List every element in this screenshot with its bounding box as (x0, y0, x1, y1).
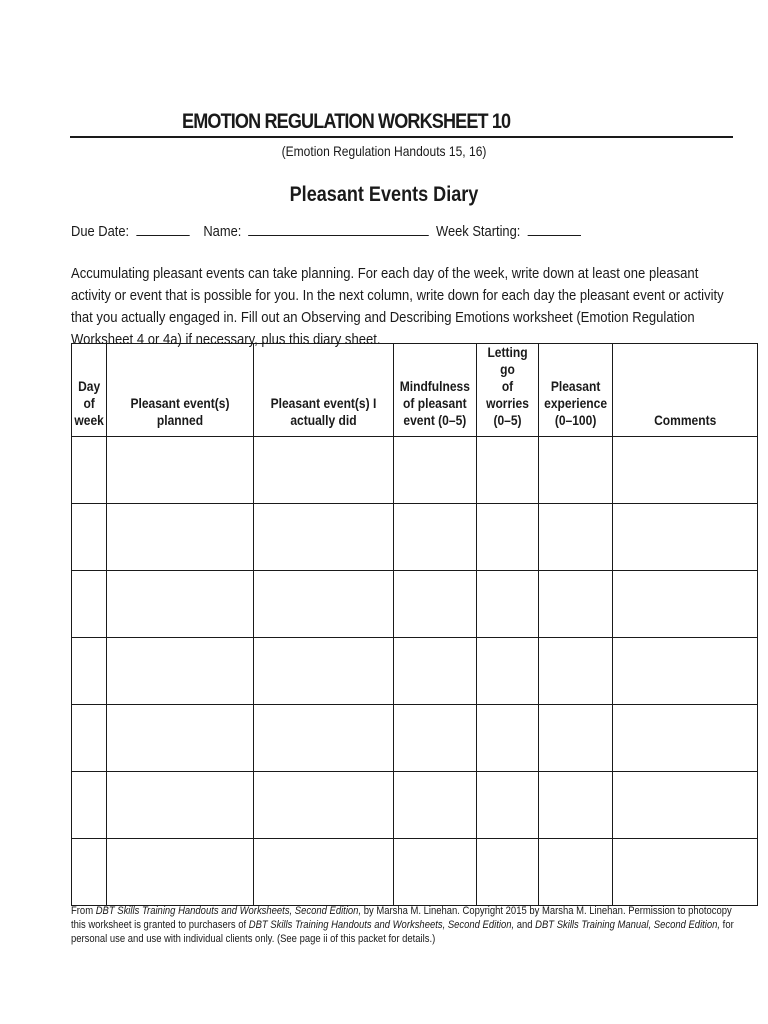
table-cell[interactable] (394, 638, 477, 705)
table-cell[interactable] (538, 839, 612, 906)
due-date-label: Due Date: (71, 223, 130, 240)
worksheet-title: EMOTION REGULATION WORKSHEET 10 (182, 110, 511, 133)
book-title: DBT Skills Training Manual, Second Edition, (535, 919, 721, 931)
col-header-mindfulness: Mindfulness of pleasant event (0–5) (394, 344, 477, 437)
table-cell[interactable] (394, 772, 477, 839)
table-cell[interactable] (538, 504, 612, 571)
table-cell[interactable] (254, 437, 394, 504)
table-cell[interactable] (394, 839, 477, 906)
table-row (72, 504, 758, 571)
table-header-row (72, 344, 758, 437)
table-cell[interactable] (72, 839, 107, 906)
table-cell[interactable] (613, 571, 758, 638)
week-starting-blank[interactable] (527, 221, 580, 236)
table-cell[interactable] (107, 638, 254, 705)
table-row (72, 437, 758, 504)
table-cell[interactable] (538, 638, 612, 705)
table-cell[interactable] (613, 437, 758, 504)
title-divider (70, 136, 733, 138)
table-cell[interactable] (476, 437, 538, 504)
instructions-paragraph: Accumulating pleasant events can take planning. For each day of the week, write down at least one pleasant activity or event that is possible for you. In the next column, write down for each day the pleasant event or activity that you actually engaged in. Fill out an Observing and Describing Emotions worksheet (Emotion Regulation Worksheet 4 or 4a) if necessary, plus this diary sheet. (71, 265, 724, 348)
table-cell[interactable] (476, 504, 538, 571)
table-row (72, 705, 758, 772)
table-cell[interactable] (394, 571, 477, 638)
table-cell[interactable] (107, 772, 254, 839)
col-header-experience: Pleasant experience (0–100) (538, 344, 612, 437)
table-cell[interactable] (538, 772, 612, 839)
table-cell[interactable] (72, 571, 107, 638)
table-cell[interactable] (613, 839, 758, 906)
table-cell[interactable] (72, 772, 107, 839)
table-cell[interactable] (476, 839, 538, 906)
table-cell[interactable] (107, 437, 254, 504)
copyright-footer: From DBT Skills Training Handouts and Worksheets, Second Edition, by Marsha M. Linehan. Copyright 2015 by Marsha M. Linehan. Permission to photocopy this worksheet is granted to purchasers of DBT Skills Training Handouts and Worksheets, Second Edition, and DBT Skills Training Manual, Second Edition, for personal use and use with individual clients only. (See page ii of this packet for details.) (71, 905, 734, 945)
table-row (72, 839, 758, 906)
week-starting-label: Week Starting: (436, 223, 521, 240)
table-cell[interactable] (538, 437, 612, 504)
table-cell[interactable] (254, 638, 394, 705)
book-title: DBT Skills Training Handouts and Worksheets, Second Edition, (95, 905, 362, 917)
table-cell[interactable] (613, 705, 758, 772)
table-cell[interactable] (394, 705, 477, 772)
table-cell[interactable] (254, 571, 394, 638)
table-cell[interactable] (107, 571, 254, 638)
col-header-actually-did: Pleasant event(s) I actually did (254, 344, 394, 437)
table-cell[interactable] (107, 705, 254, 772)
name-label: Name: (203, 223, 242, 240)
table-cell[interactable] (254, 772, 394, 839)
handouts-reference: (Emotion Regulation Handouts 15, 16) (281, 143, 487, 159)
table-cell[interactable] (476, 772, 538, 839)
table-cell[interactable] (394, 504, 477, 571)
table-cell[interactable] (107, 504, 254, 571)
table-cell[interactable] (613, 638, 758, 705)
table-cell[interactable] (72, 638, 107, 705)
table-row (72, 571, 758, 638)
table-cell[interactable] (72, 437, 107, 504)
table-cell[interactable] (254, 705, 394, 772)
name-blank[interactable] (248, 221, 429, 236)
table-cell[interactable] (476, 705, 538, 772)
book-title: DBT Skills Training Handouts and Worksheets, Second Edition, (248, 919, 515, 931)
diary-title: Pleasant Events Diary (289, 183, 479, 206)
col-header-comments: Comments (613, 344, 758, 437)
table-cell[interactable] (613, 772, 758, 839)
form-fields (71, 221, 581, 240)
table-cell[interactable] (72, 504, 107, 571)
table-row (72, 772, 758, 839)
table-cell[interactable] (254, 504, 394, 571)
table-cell[interactable] (538, 571, 612, 638)
table-cell[interactable] (394, 437, 477, 504)
due-date-blank[interactable] (136, 221, 189, 236)
table-cell[interactable] (107, 839, 254, 906)
table-row (72, 638, 758, 705)
col-header-letting-go: Letting go of worries (0–5) (476, 344, 538, 437)
table-cell[interactable] (476, 638, 538, 705)
table-cell[interactable] (254, 839, 394, 906)
col-header-day: Day of week (72, 344, 107, 437)
table-cell[interactable] (476, 571, 538, 638)
table-cell[interactable] (72, 705, 107, 772)
table-cell[interactable] (613, 504, 758, 571)
diary-table (71, 343, 758, 906)
table-cell[interactable] (538, 705, 612, 772)
col-header-planned: Pleasant event(s) planned (107, 344, 254, 437)
